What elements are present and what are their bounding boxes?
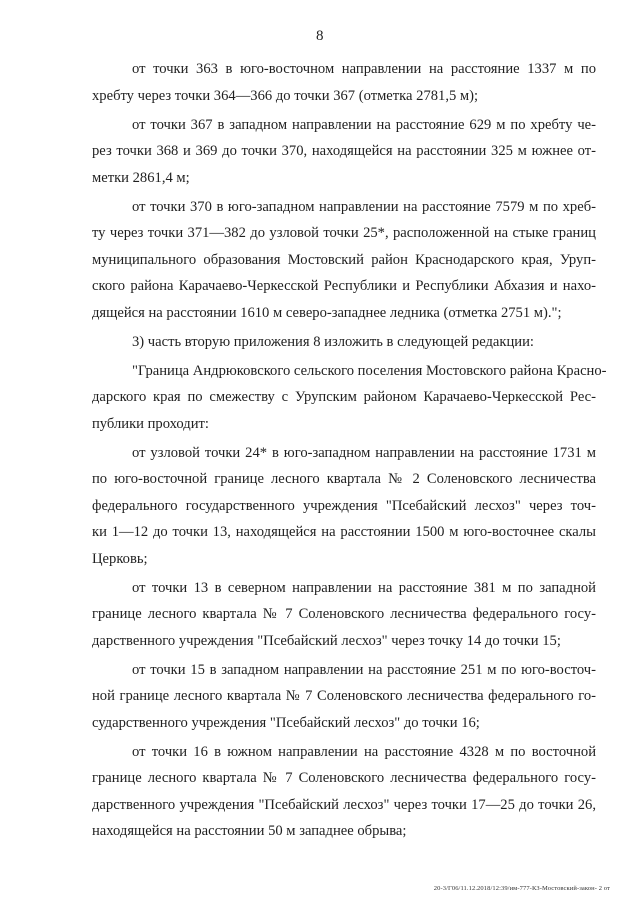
text-line: муниципального образования Мостовский район Краснодарского края, Уруп- xyxy=(92,251,596,268)
paragraph xyxy=(92,329,596,356)
footer-docref: 20-3/Г06/11.12.2018/12:39/им-777-КЗ-Мостовский-закон- 2 от xyxy=(433,885,610,892)
text-line: дарственного учреждения "Псебайский лесхоз" через точки 17—25 до точки 26, xyxy=(92,796,596,813)
text-line: рез точки 368 и 369 до точки 370, находящейся на расстоянии 325 м южнее от- xyxy=(92,143,596,159)
paragraph xyxy=(92,194,596,327)
text-line: от узловой точки 24* в юго-западном направлении на расстояние 1731 м xyxy=(132,444,596,461)
text-line: федерального государственного учреждения "Псебайский лесхоз" через точ- xyxy=(92,497,596,514)
paragraph xyxy=(92,440,596,573)
text-line: хребту через точки 364—366 до точки 367 (отметка 2781,5 м); xyxy=(92,87,479,104)
text-line: ского района Карачаево-Черкесской Республики и Республики Абхазия и нахо- xyxy=(92,278,596,294)
text-line: "Граница Андрюковского сельского поселения Мостовского района Красно- xyxy=(132,362,607,379)
text-line: публики проходит: xyxy=(92,415,209,432)
text-line: от точки 16 в южном направлении на расстояние 4328 м по восточной xyxy=(132,743,596,760)
paragraph xyxy=(92,739,596,845)
text-line: от точки 367 в западном направлении на расстояние 629 м по хребту че- xyxy=(132,116,596,133)
text-line: Церковь; xyxy=(92,550,148,567)
document-body xyxy=(92,56,607,845)
text-line: дарственного учреждения "Псебайский лесхоз" через точку 14 до точки 15; xyxy=(92,632,561,649)
text-line: границе лесного квартала № 7 Соленовского лесничества федерального госу- xyxy=(92,606,596,622)
text-line: границе лесного квартала № 7 Соленовского лесничества федерального госу- xyxy=(92,770,596,786)
page-number: 8 xyxy=(316,28,324,44)
text-line: дящейся на расстоянии 1610 м северо-западнее ледника (отметка 2751 м)."; xyxy=(92,304,562,321)
paragraph xyxy=(92,657,596,737)
text-line: от точки 13 в северном направлении на расстояние 381 м по западной xyxy=(132,579,596,596)
paragraph xyxy=(92,358,607,438)
text-line: 3) часть вторую приложения 8 изложить в следующей редакции: xyxy=(132,333,534,350)
text-line: от точки 15 в западном направлении на расстояние 251 м по юго-восточ- xyxy=(132,661,596,678)
text-line: по юго-восточной границе лесного квартала № 2 Соленовского лесничества xyxy=(92,471,596,487)
text-line: сударственного учреждения "Псебайский лесхоз" до точки 16; xyxy=(92,714,480,731)
text-line: дарского края по смежеству с Урупским районом Карачаево-Черкесской Рес- xyxy=(92,389,596,405)
paragraph xyxy=(92,112,596,192)
text-line: ной границе лесного квартала № 7 Соленовского лесничества федерального го- xyxy=(92,688,596,704)
text-line: ту через точки 371—382 до узловой точки 25*, расположенной на стыке границ xyxy=(92,225,596,241)
paragraph xyxy=(92,56,596,109)
text-line: находящейся на расстоянии 50 м западнее обрыва; xyxy=(92,823,407,839)
text-line: метки 2861,4 м; xyxy=(92,169,190,186)
paragraph xyxy=(92,575,596,655)
text-line: от точки 363 в юго-восточном направлении на расстояние 1337 м по xyxy=(132,61,596,77)
text-line: от точки 370 в юго-западном направлении на расстояние 7579 м по хреб- xyxy=(132,198,596,215)
text-line: ки 1—12 до точки 13, находящейся на расстоянии 1500 м юго-восточнее скалы xyxy=(92,524,596,540)
